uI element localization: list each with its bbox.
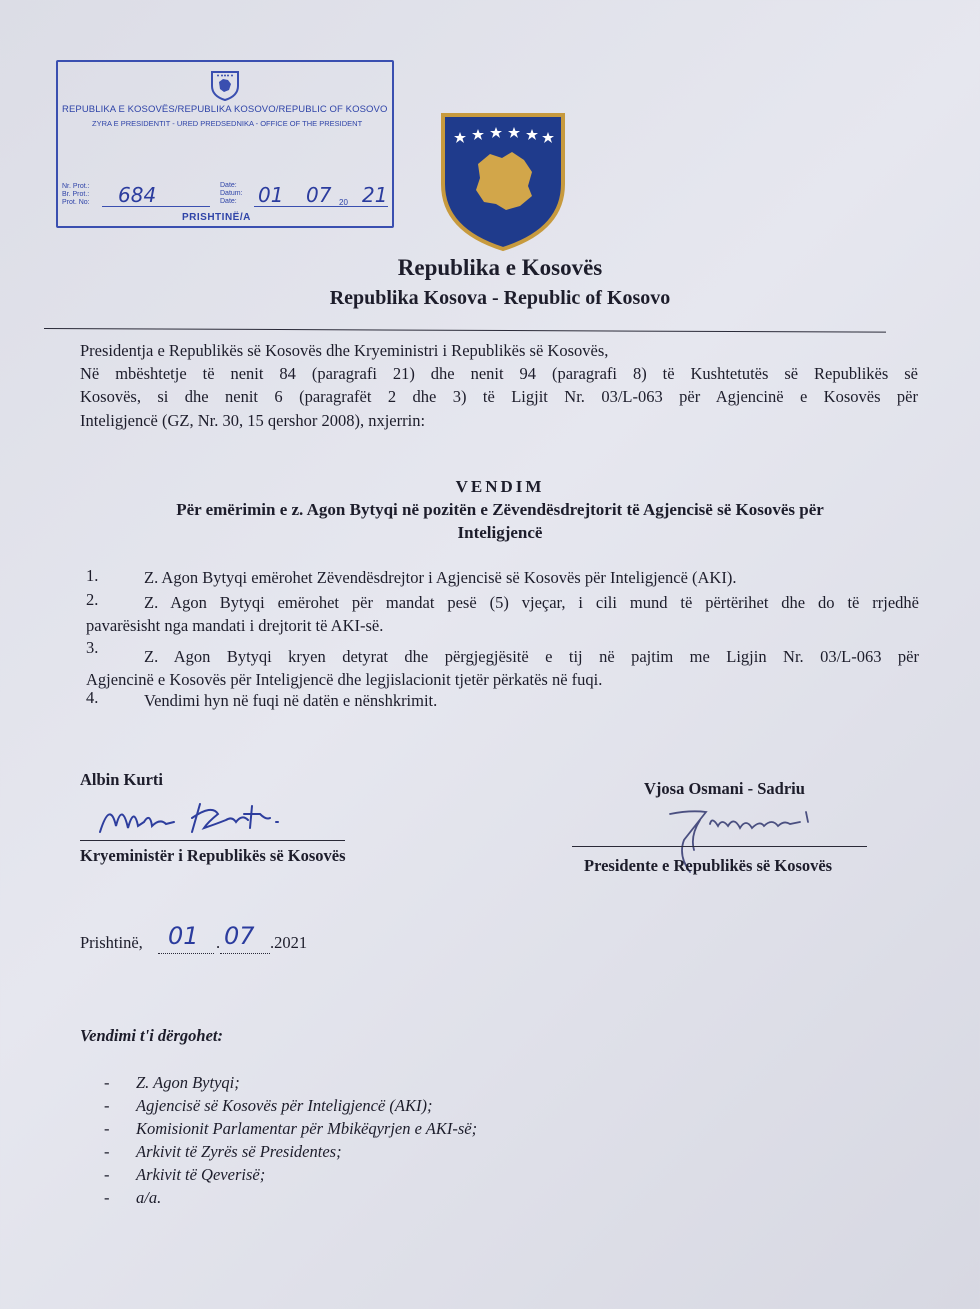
date-month-dotted-line: [220, 953, 270, 954]
stamp-prot-label-sq: Nr. Prot.:: [62, 183, 90, 190]
pm-title: Kryeministër i Republikës së Kosovës: [80, 846, 346, 865]
item-2-text-line-1: Z. Agon Bytyqi emërohet për mandat pesë (5) vjeçar, i cili mund të përtërihet dhe do të rrjedhë: [144, 593, 919, 612]
item-4-text: Vendimi hyn në fuqi në datën e nënshkrimit.: [144, 691, 438, 710]
item-1-text: Z. Agon Bytyqi emërohet Zëvendësdrejtor i Agjencisë së Kosovës për Inteligjencë (AKI).: [144, 568, 737, 587]
stamp-date-year: 21: [362, 183, 388, 207]
office-stamp: [56, 60, 394, 228]
president-name: Vjosa Osmani - Sadriu: [644, 779, 805, 798]
date-place: Prishtinë,: [80, 933, 143, 952]
intro-line-1: Presidentja e Republikës së Kosovës dhe Kryeministri i Republikës së Kosovës,: [80, 341, 609, 360]
decision-heading: VENDIM: [455, 477, 545, 496]
stamp-date-year-prefix: 20: [339, 198, 348, 207]
intro-line-3: Kosovës, si dhe nenit 6 (paragrafët 2 dhe 3) të Ligjit Nr. 03/L-063 për Agjencinë e Kosovës për: [80, 387, 918, 406]
document-subtitle: Republika Kosova - Republic of Kosovo: [329, 287, 671, 309]
distribution-heading: Vendimi t'i dërgohet:: [80, 1026, 224, 1045]
document-title: Republika e Kosovës: [397, 255, 603, 280]
stamp-office-line: ZYRA E PRESIDENTIT - URED PREDSEDNIKA - OFFICE OF THE PRESIDENT: [92, 119, 363, 128]
stamp-date-underline: [254, 206, 388, 207]
item-number-1: 1.: [86, 566, 99, 585]
distribution-item: Arkivit të Qeverisë;: [136, 1165, 266, 1184]
stamp-date-label-sr: Datum:: [220, 190, 243, 197]
stamp-prot-label-en: Prot. No:: [62, 199, 90, 206]
distribution-item: Agjencisë së Kosovës për Inteligjencë (AKI);: [136, 1096, 433, 1115]
item-2-text-line-2: pavarësisht nga mandati i drejtorit të AKI-së.: [86, 616, 384, 635]
stamp-date-month: 07: [306, 183, 332, 207]
stamp-date-label-sq: Date:: [220, 182, 237, 189]
date-day-dotted-line: [158, 953, 214, 954]
stamp-prot-underline: [102, 206, 210, 207]
stamp-prot-label-sr: Br. Prot.:: [62, 191, 90, 198]
stamp-date-day: 01: [258, 183, 284, 207]
distribution-item: Z. Agon Bytyqi;: [136, 1073, 240, 1092]
stamp-emblem-icon: [208, 68, 242, 102]
distribution-dash: -: [104, 1188, 110, 1207]
decision-subject-line-1: Për emërimin e z. Agon Bytyqi në pozitën e Zëvendësdrejtorit të Agjencisë së Kosovës për: [176, 500, 824, 519]
president-signature-line: [572, 846, 867, 847]
kosovo-coat-of-arms-icon: [440, 112, 566, 252]
distribution-item: a/a.: [136, 1188, 162, 1207]
pm-name: Albin Kurti: [80, 770, 163, 789]
distribution-item: Arkivit të Zyrës së Presidentes;: [136, 1142, 342, 1161]
distribution-dash: -: [104, 1073, 110, 1092]
intro-line-4: Inteligjencë (GZ, Nr. 30, 15 qershor 2008), nxjerrin:: [80, 411, 426, 430]
stamp-city: PRISHTINË/A: [182, 212, 251, 223]
date-day-handwritten: 01: [168, 922, 199, 950]
distribution-dash: -: [104, 1142, 110, 1161]
item-number-3: 3.: [86, 638, 99, 657]
date-separator: .: [216, 933, 221, 952]
stamp-republic-line: REPUBLIKA E KOSOVËS/REPUBLIKA KOSOVO/REPUBLIC OF KOSOVO: [62, 104, 388, 115]
item-number-2: 2.: [86, 590, 99, 609]
pm-signature-icon: [80, 792, 310, 842]
president-title: Presidente e Republikës së Kosovës: [584, 856, 833, 875]
date-year: .2021: [270, 933, 308, 952]
stamp-prot-number: 684: [118, 183, 157, 207]
item-number-4: 4.: [86, 688, 99, 707]
decision-subject-line-2: Inteligjencë: [457, 523, 543, 542]
distribution-dash: -: [104, 1165, 110, 1184]
pm-signature-line: [80, 840, 345, 841]
stamp-date-label-en: Date:: [220, 198, 237, 205]
distribution-item: Komisionit Parlamentar për Mbikëqyrjen e AKI-së;: [136, 1119, 478, 1138]
header-divider: [44, 328, 886, 333]
item-3-text-line-1: Z. Agon Bytyqi kryen detyrat dhe përgjegjësitë e tij në pajtim me Ligjin Nr. 03/L-063 për: [144, 647, 919, 666]
distribution-dash: -: [104, 1096, 110, 1115]
item-3-text-line-2: Agjencinë e Kosovës për Inteligjencë dhe legjislacionit tjetër përkatës në fuqi.: [86, 670, 603, 689]
date-month-handwritten: 07: [224, 922, 255, 950]
distribution-dash: -: [104, 1119, 110, 1138]
intro-line-2: Në mbështetje të nenit 84 (paragrafi 21) dhe nenit 94 (paragrafi 8) të Kushtetutës së Republikës së: [80, 364, 918, 383]
